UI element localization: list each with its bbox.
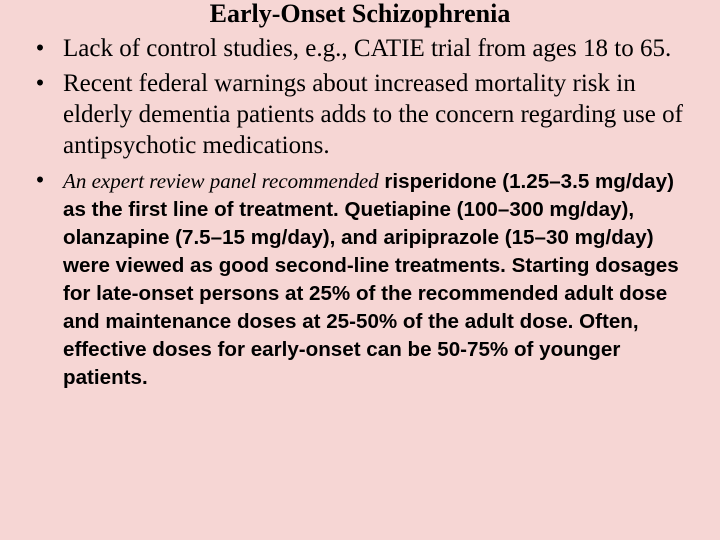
bullet-marker: • xyxy=(35,70,45,97)
bullet-text: Lack of control studies, e.g., CATIE trial from ages 18 to 65. xyxy=(63,35,672,62)
slide-title: Early-Onset Schizophrenia xyxy=(209,0,511,28)
bullet-marker: • xyxy=(35,35,45,62)
bullet-item-2 xyxy=(28,68,698,161)
bullet-text: Recent federal warnings about increased mortality risk in elderly dementia patients adds to the concern regarding use of antipsychotic medications. xyxy=(63,70,683,159)
bullet-text: risperidone (1.25–3.5 mg/day) as the first line of treatment. Quetiapine (100–300 mg/day), olanzapine (7.5–15 mg/day), and aripiprazole (15–30 mg/day) were viewed as good second-line treatments. Starting dosages for late-onset persons at 25% of the recommended adult dose and maintenance doses at 25-50% of the adult dose. Often, effective doses for early-onset can be 50-75% of younger patients. xyxy=(63,170,679,389)
bullet-list xyxy=(28,33,698,392)
bullet-intro-italic: An expert review panel recommended xyxy=(63,169,379,193)
bullet-item-1 xyxy=(28,33,698,64)
bullet-item-3 xyxy=(28,167,698,392)
bullet-marker: • xyxy=(35,167,45,194)
